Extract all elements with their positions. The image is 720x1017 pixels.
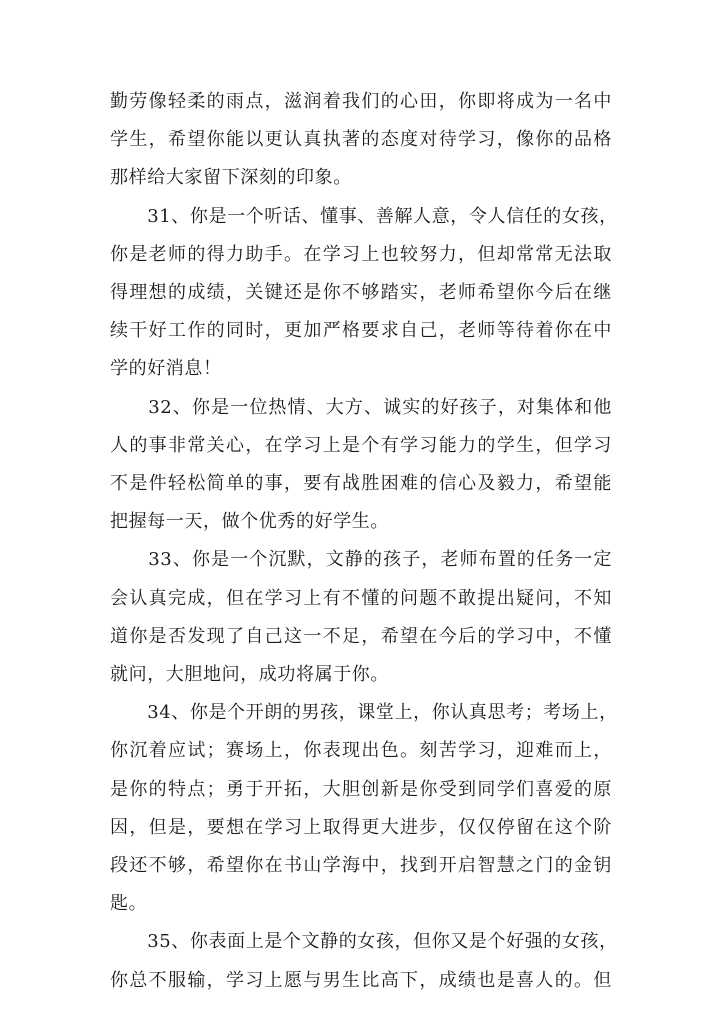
text-line: 31、你是一个听话、懂事、善解人意，令人信任的女孩，	[110, 205, 618, 227]
paragraph-intro	[110, 83, 612, 198]
text-line: 是你的特点；勇于开拓，大胆创新是你受到同学们喜爱的原	[110, 778, 612, 800]
paragraph-33	[110, 541, 612, 694]
document-body	[110, 83, 618, 1000]
text-line: 34、你是个开朗的男孩，课堂上，你认真思考；考场上，	[110, 702, 618, 724]
text-line: 匙。	[110, 893, 148, 915]
text-line: 得理想的成绩，关键还是你不够踏实，老师希望你今后在继	[110, 282, 612, 304]
text-line: 把握每一天，做个优秀的好学生。	[110, 511, 389, 533]
paragraph-32	[110, 389, 612, 542]
paragraph-31	[110, 198, 618, 389]
text-line: 35、你表面上是个文静的女孩，但你又是个好强的女孩，	[110, 931, 618, 953]
text-line: 段还不够，希望你在书山学海中，找到开启智慧之门的金钥	[110, 855, 612, 877]
text-line: 你是老师的得力助手。在学习上也较努力，但却常常无法取	[110, 243, 612, 265]
text-line: 学的好消息！	[110, 358, 222, 380]
text-line: 33、你是一个沉默，文静的孩子，老师布置的任务一定	[110, 549, 612, 571]
paragraph-35	[110, 923, 618, 999]
text-line: 续干好工作的同时，更加严格要求自己，老师等待着你在中	[110, 320, 612, 342]
text-line: 人的事非常关心，在学习上是个有学习能力的学生，但学习	[110, 434, 612, 456]
text-line: 因，但是，要想在学习上取得更大进步，仅仅停留在这个阶	[110, 816, 612, 838]
text-line: 勤劳像轻柔的雨点，滋润着我们的心田，你即将成为一名中	[110, 91, 612, 112]
text-line: 不是件轻松简单的事，要有战胜困难的信心及毅力，希望能	[110, 473, 612, 495]
text-line: 会认真完成，但在学习上有不懂的问题不敢提出疑问，不知	[110, 587, 612, 609]
text-line: 你沉着应试；赛场上，你表现出色。刻苦学习，迎难而上，	[110, 740, 612, 762]
text-line: 32、你是一位热情、大方、诚实的好孩子，对集体和他	[110, 396, 612, 418]
text-line: 道你是否发现了自己这一不足，希望在今后的学习中，不懂	[110, 625, 612, 647]
text-line: 你总不服输，学习上愿与男生比高下，成绩也是喜人的。但	[110, 969, 612, 991]
text-line: 那样给大家留下深刻的印象。	[110, 167, 352, 189]
text-line: 就问，大胆地问，成功将属于你。	[110, 664, 389, 686]
text-line: 学生，希望你能以更认真执著的态度对待学习，像你的品格	[110, 129, 612, 151]
paragraph-34	[110, 694, 618, 923]
